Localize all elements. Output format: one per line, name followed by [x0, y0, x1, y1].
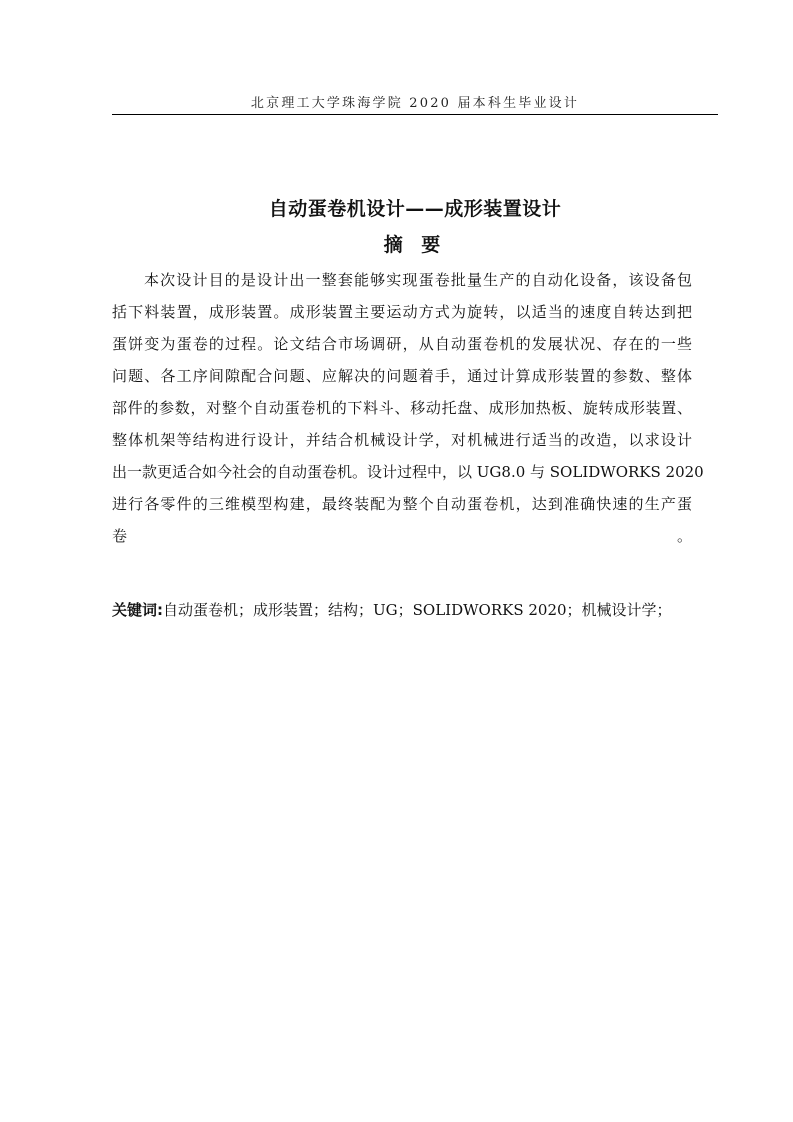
page-header — [112, 92, 718, 115]
abstract-line: 进行各零件的三维模型构建，最终装配为整个自动蛋卷机，达到准确快速的生产蛋 — [112, 495, 692, 513]
abstract-line: 蛋饼变为蛋卷的过程。论文结合市场调研，从自动蛋卷机的发展状况、存在的一些 — [112, 335, 692, 353]
keywords — [112, 600, 672, 620]
abstract-line: 本次设计目的是设计出一整套能够实现蛋卷批量生产的自动化设备，该设备包 — [144, 271, 692, 289]
page-header-text: 北京理工大学珠海学院 2020 届本科生毕业设计 — [250, 96, 580, 111]
abstract-line: 括下料装置，成形装置。成形装置主要运动方式为旋转，以适当的速度自转达到把 — [112, 303, 692, 321]
keywords-text: 自动蛋卷机；成形装置；结构；UG；SOLIDWORKS 2020；机械设计学； — [163, 601, 672, 619]
abstract-line: 出一款更适合如今社会的自动蛋卷机。设计过程中，以 UG8.0 与 SOLIDWORKS 2020 — [112, 463, 704, 481]
abstract-line: 卷。 — [112, 527, 692, 545]
abstract-line: 整体机架等结构进行设计，并结合机械设计学，对机械进行适当的改造，以求设计 — [112, 431, 692, 449]
abstract-line: 问题、各工序间隙配合问题、应解决的问题着手，通过计算成形装置的参数、整体 — [112, 367, 692, 385]
keywords-label: 关键词: — [112, 601, 163, 619]
document-title: 自动蛋卷机设计——成形装置设计 — [268, 198, 562, 220]
abstract-heading: 摘 要 — [383, 234, 447, 256]
abstract-line: 部件的参数，对整个自动蛋卷机的下料斗、移动托盘、成形加热板、旋转成形装置、 — [112, 399, 692, 417]
